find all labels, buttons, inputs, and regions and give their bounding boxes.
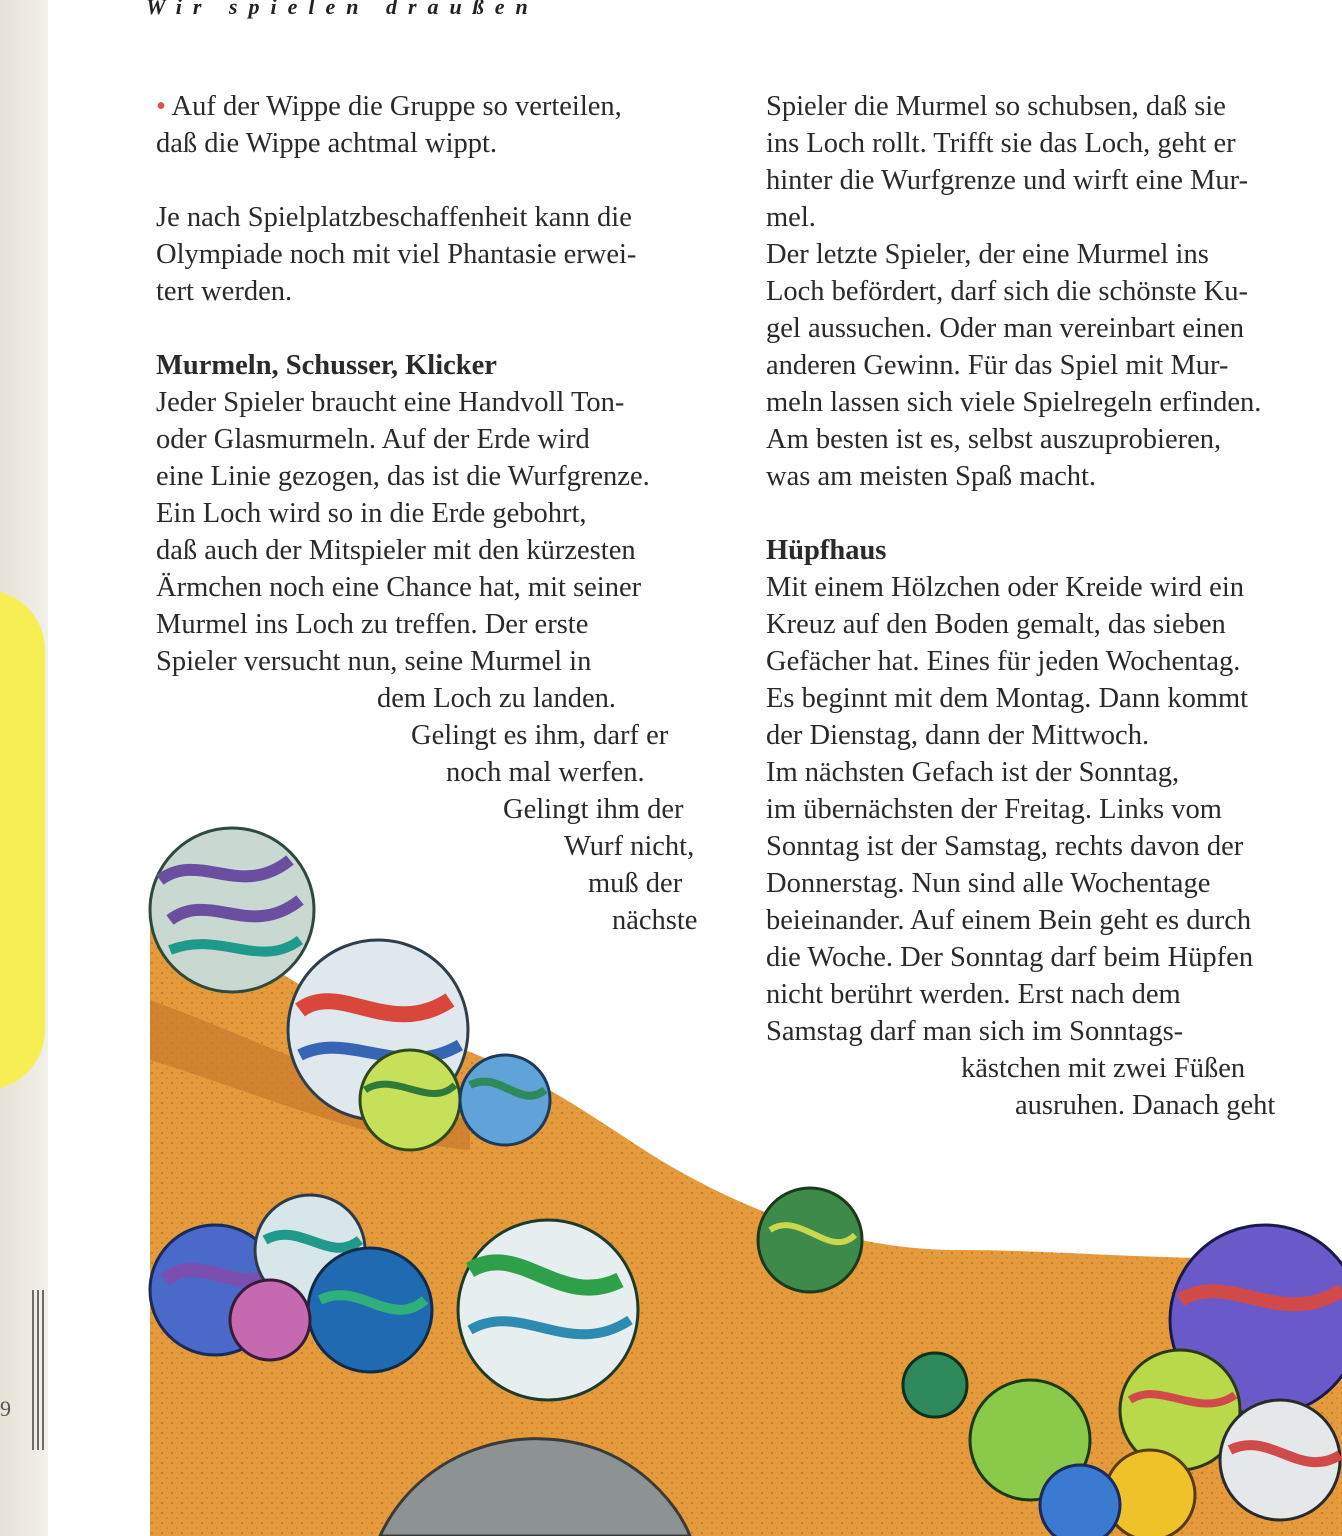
paragraph-line: Wurf nicht, [564, 831, 695, 862]
paragraph-line: daß auch der Mitspieler mit den kürzesten [156, 535, 636, 566]
marble-lower-right-1 [903, 1353, 967, 1417]
paragraph-line: im übernächsten der Freitag. Links vom [766, 794, 1222, 825]
paragraph-line: nicht berührt werden. Erst nach dem [766, 979, 1181, 1010]
paragraph-olympiade [156, 199, 736, 310]
paragraph-line: Jeder Spieler braucht eine Handvoll Ton- [156, 387, 625, 418]
paragraph-huepfhaus [766, 569, 1342, 1124]
paragraph-line: Kreuz auf den Boden gemalt, das sieben [766, 609, 1226, 640]
paragraph-line: eine Linie gezogen, das ist die Wurfgrenze. [156, 461, 650, 492]
marble-green-small [360, 1050, 460, 1150]
paragraph-continued [766, 88, 1342, 495]
paragraph-line: oder Glasmurmeln. Auf der Erde wird [156, 424, 590, 455]
bullet-line: Auf der Wippe die Gruppe so verteilen, [171, 91, 622, 122]
paragraph-line: kästchen mit zwei Füßen [961, 1053, 1246, 1084]
paragraph-line: muß der [588, 868, 683, 899]
left-column [156, 88, 736, 939]
paragraph-line: noch mal werfen. [446, 757, 645, 788]
paragraph-line: ins Loch rollt. Trifft sie das Loch, geht er [766, 128, 1236, 159]
paragraph-line: Ein Loch wird so in die Erde gebohrt, [156, 498, 587, 529]
paragraph-line: Ärmchen noch eine Chance hat, mit seiner [156, 572, 642, 603]
paragraph-line: tert werden. [156, 276, 293, 307]
paragraph-line: Sonntag ist der Samstag, rechts davon der [766, 831, 1244, 862]
paragraph-line: hinter die Wurfgrenze und wirft eine Mur- [766, 165, 1249, 196]
paragraph-line: anderen Gewinn. Für das Spiel mit Mur- [766, 350, 1229, 381]
marble-blue-small [460, 1055, 550, 1145]
paragraph-line: was am meisten Spaß macht. [766, 461, 1097, 492]
paragraph-line: beieinander. Auf einem Bein geht es durch [766, 905, 1252, 936]
paragraph-line: nächste [612, 905, 698, 936]
paragraph-line: Donnerstag. Nun sind alle Wochentage [766, 868, 1211, 899]
marble-lower-left-4 [458, 1220, 638, 1400]
paragraph-line: mel. [766, 202, 816, 233]
right-column [766, 88, 1342, 1124]
section-heading-murmeln: Murmeln, Schusser, Klicker [156, 350, 497, 381]
paragraph-line: Murmel ins Loch zu treffen. Der erste [156, 609, 589, 640]
page-number: 9 [0, 1396, 11, 1421]
paragraph-line: Spieler versucht nun, seine Murmel in [156, 646, 592, 677]
marble-lower-right-5 [1040, 1465, 1120, 1536]
paragraph-line: Der letzte Spieler, der eine Murmel ins [766, 239, 1209, 270]
paragraph-line: Je nach Spielplatzbeschaffenheit kann die [156, 202, 632, 233]
paragraph-line: Spieler die Murmel so schubsen, daß sie [766, 91, 1226, 122]
marble-lower-left-3 [308, 1248, 432, 1372]
marble-middle [758, 1188, 862, 1292]
paragraph-line: der Dienstag, dann der Mittwoch. [766, 720, 1150, 751]
bullet-paragraph [156, 88, 736, 162]
paragraph-line: die Woche. Der Sonntag darf beim Hüpfen [766, 942, 1254, 973]
paragraph-line: Olympiade noch mit viel Phantasie erwei- [156, 239, 637, 270]
paragraph-line: dem Loch zu landen. [377, 683, 616, 714]
paragraph-line: Am besten ist es, selbst auszuprobieren, [766, 424, 1222, 455]
paragraph-line: ausruhen. Danach geht [1015, 1090, 1276, 1121]
paragraph-line: Gelingt ihm der [503, 794, 684, 825]
bullet-icon: • [156, 91, 166, 122]
paragraph-murmeln [156, 384, 736, 939]
paragraph-line: gel aussuchen. Oder man vereinbart einen [766, 313, 1244, 344]
paragraph-line: Gefächer hat. Eines für jeden Wochentag. [766, 646, 1241, 677]
bullet-line: daß die Wippe achtmal wippt. [156, 128, 498, 159]
running-head: Wir spielen draußen [146, 0, 539, 19]
paragraph-line: Im nächsten Gefach ist der Sonntag, [766, 757, 1180, 788]
paragraph-line: Es beginnt mit dem Montag. Dann kommt [766, 683, 1249, 714]
section-heading-huepfhaus: Hüpfhaus [766, 535, 887, 566]
marble-lower-right-6 [1220, 1400, 1340, 1520]
paragraph-line: Loch befördert, darf sich die schönste Ku- [766, 276, 1248, 307]
paragraph-line: meln lassen sich viele Spielregeln erfinden. [766, 387, 1262, 418]
paragraph-line: Mit einem Hölzchen oder Kreide wird ein [766, 572, 1245, 603]
paragraph-line: Gelingt es ihm, darf er [411, 720, 669, 751]
paragraph-line: Samstag darf man sich im Sonntags- [766, 1016, 1184, 1047]
marble-lower-left-5 [230, 1280, 310, 1360]
